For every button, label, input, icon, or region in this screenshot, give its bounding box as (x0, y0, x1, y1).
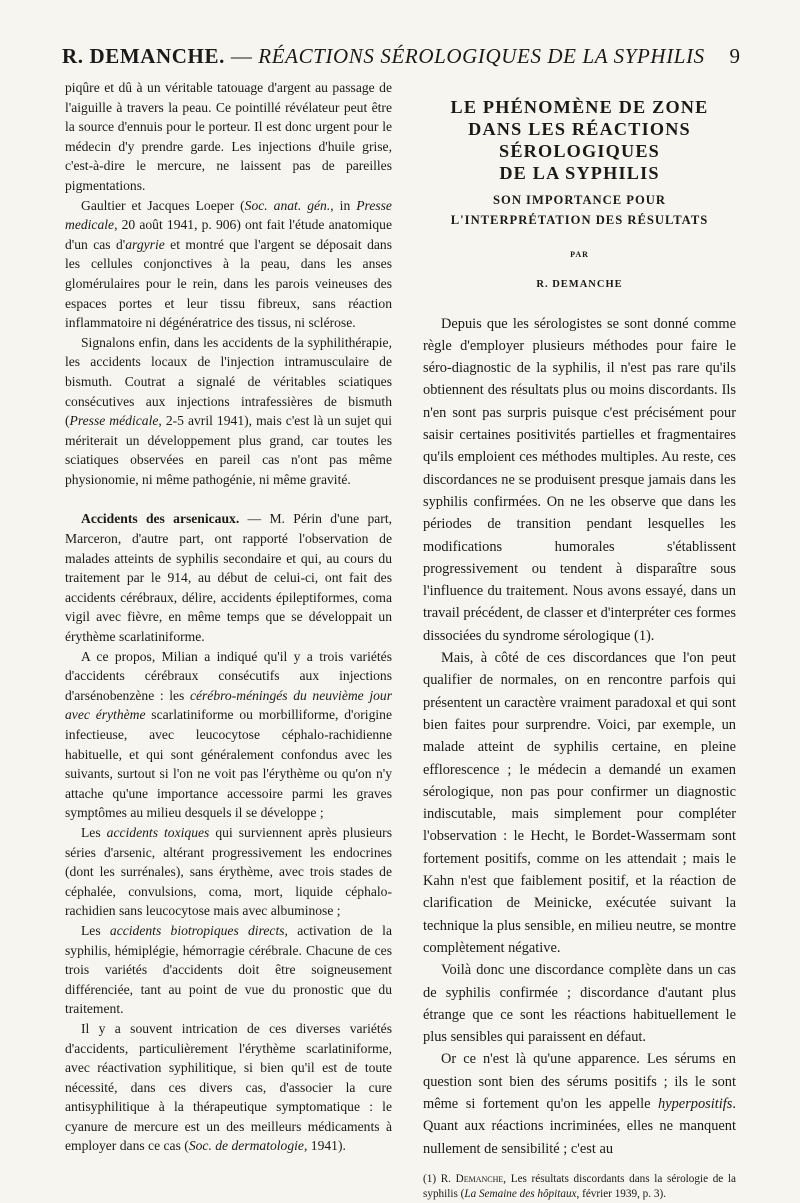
paragraph-toxiques: Les accidents toxiques qui surviennent après plusieurs séries d'arsenic, altérant progressivement les endocrines (dont les surrénales), sans érythème, avec trois stades de céphalée, convulsions, coma, mort, liquide céphalo-rachidien sans leucocytose mais avec albuminose ; (65, 824, 392, 919)
paragraph-or: Or ce n'est là qu'une apparence. Les sérums en question sont bien des sérums positifs ; ils le sont même si fortement qu'on les appelle hyperpositifs. Quant aux réactions incriminées, elles ne manquent nullement de sensibilité ; c'est au (423, 1051, 736, 1157)
right-column (423, 78, 736, 1203)
paragraph-milian: A ce propos, Milian a indiqué qu'il y a trois variétés d'accidents cérébraux consécutifs aux injections d'arsénobenzène : les cérébro-méningés du neuvième jour avec érythème scarlatiniforme ou morbilliforme, d'origine infectieuse, avec leucocytose céphalo-rachidienne habituelle, et qui sont généralement confondus avec les suivants, surtout si l'on ne voit pas l'érythème ou qu'on n'y attache qu'une importance accessoire parmi les graves symptômes au milieu desquels il se développe ; (65, 648, 392, 821)
header-dash: — (230, 44, 253, 68)
reference: Soc. de dermatologie (188, 1138, 304, 1154)
paragraph-gaultier-loeper: Gaultier et Jacques Loeper (Soc. anat. gén., in Presse medicale, 20 août 1941, p. 906) ont fait l'étude anatomique d'un cas d'argyrie et montré que l'argent se déposait dans les cellules conjonctives à la peau, dans les anses glomérulaires pour le rein, dans les parois veineuses des espaces portes et leur tissu fibreux, sans réaction inflammatoire ni dégénératrice des tissus, ni sclérose. (65, 197, 392, 331)
reference: Presse medicale (65, 197, 392, 233)
running-header (62, 44, 740, 78)
by-label: PAR (570, 250, 589, 259)
term: accidents biotropiques directs (109, 922, 285, 938)
term: accidents toxiques (106, 824, 210, 840)
paragraph-intrication: Il y a souvent intrication de ces diverses variétés d'accidents, particulièrement l'érythème scarlatiniforme, avec réactivation syphilitique, si bien qu'il est de toute nécessité, dans ces divers cas, d'associer la cure antisyphilitique à la thérapeutique symptomatique : le cyanure de mercure est un des meilleurs médicaments à employer dans ce cas (Soc. de dermatologie, 1941). (65, 1020, 392, 1154)
header-author: R. DEMANCHE. (62, 44, 225, 68)
paragraph-bismuth: Signalons enfin, dans les accidents de la syphilithérapie, les accidents locaux de l'injection intramusculaire de bismuth. Coutrat a signalé de véritables sciatiques consécutives aux injections intrafessières de bismuth (Presse médicale, 2-5 avril 1941), mais c'est là un sujet qui mériterait un développement plus grand, car toutes les sciatiques observées en pareil cas n'ont pas même physionomie, ni même pathogénie, ni même gravité. (65, 334, 392, 487)
article-subtitle: SON IMPORTANCE POUR L'INTERPRÉTATION DES RÉSULTATS (450, 193, 709, 227)
page-number: 9 (729, 44, 740, 68)
article-title: LE PHÉNOMÈNE DE ZONE DANS LES RÉACTIONS SÉROLOGIQUES DE LA SYPHILIS (450, 97, 709, 183)
reference: Soc. anat. gén. (244, 197, 331, 213)
term: cérébro-méningés du neuvième jour avec érythème (65, 687, 392, 723)
running-title (62, 44, 705, 69)
reference: La Semaine des hôpitaux (464, 1188, 577, 1201)
footnote: (1) R. Demanche, Les résultats discordants dans la sérologie de la syphilis (La Semaine des hôpitaux, février 1939, p. 3). (423, 1172, 736, 1201)
left-column (65, 78, 392, 1156)
paragraph-mais: Mais, à côté de ces discordances que l'on peut qualifier de normales, on en rencontre parfois qui présentent un caractère vraiment paradoxal et qui sont bien faites pour surprendre. Voici, par exemple, un malade atteint de syphilis certaine, en pleine efflorescence ; le médecin a demandé un examen sérologique, non pas pour confirmer un diagnostic indiscutable, mais simplement pour compléter l'observation : le Hecht, le Bordet-Wassermam sont fortement positifs, comme on les attendait ; mais le Kahn n'est que faiblement positif, et la réaction de clarification de Meinicke, exécutée suivant la technique la plus sensible, en milieu neutre, se montre complètement négative. (423, 650, 736, 956)
paragraph-argent-tattoo: piqûre et dû à un véritable tatouage d'argent au passage de l'aiguille à travers la peau. Ce pointillé révélateur peut être la source d'ennuis pour le porteur. Il est donc urgent pour le médecin d'y prendre garde. Les injections d'huile grise, c'est-à-dire le mercure, ne laissent pas de pareilles pigmentations. (65, 80, 392, 193)
paragraph-biotropiques: Les accidents biotropiques directs, activation de la syphilis, hémiplégie, hémorragie cérébrale. Chacune de ces trois variétés d'accidents doit être soigneusement différenciée, tant au point de vue du pronostic que du traitement. (65, 922, 392, 1017)
paragraph-voila: Voilà donc une discordance complète dans un cas de syphilis confirmée ; discordance d'autant plus étrange que ce sont les réactions habituellement le plus sensibles qui paraissent en défaut. (423, 962, 736, 1046)
reference: Presse médicale (69, 413, 159, 429)
paragraph-depuis: Depuis que les sérologistes se sont donné comme règle d'employer plusieurs méthodes pour faire le séro-diagnostic de la syphilis, il n'est pas rare qu'ils obtiennent des résultats plus ou moins discordants. Ils n'en sont pas surpris puisque c'est précisément pour saisir certaines positivités partielles et fragmentaires qu'ils emploient ces méthodes multiples. Au reste, ces discordances ne se produisent presque jamais dans les syphilis confirmées. On ne les observe que dans les périodes de transition pendant lesquelles les modifications humorales s'établissent progressivement ou tendent à disparaître sous l'influence du traitement. Nous avons essayé, dans un travail précédent, de classer et d'interpréter ces formes dissociées du syndrome sérologique (1). (423, 315, 736, 644)
header-title: RÉACTIONS SÉROLOGIQUES DE LA SYPHILIS (258, 44, 705, 68)
term: hyperpositifs (658, 1095, 733, 1112)
footnote-author: R. Demanche (440, 1172, 504, 1185)
term: argyrie (125, 236, 165, 252)
article-title-block (423, 96, 736, 297)
section-title: Accidents des arsenicaux. (81, 511, 240, 527)
byline-author: R. DEMANCHE (536, 279, 623, 291)
section-arsenicaux: Accidents des arsenicaux. — M. Périn d'une part, Marceron, d'autre part, ont rapporté l'observation de malades atteints de syphilis secondaire et qui, au cours du traitement par le 914, au début de celui-ci, ont fait des accidents cérébraux, délire, accidents épileptiformes, coma vigil avec fièvre, en même temps que se développait un érythème scarlatiniforme. (65, 511, 393, 645)
